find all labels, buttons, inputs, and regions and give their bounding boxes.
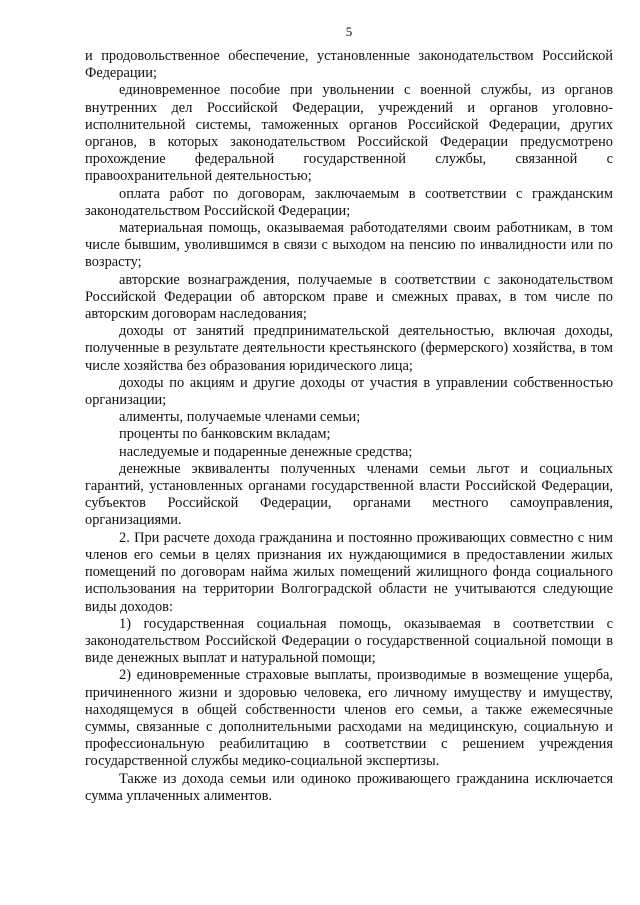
paragraph-7: доходы по акциям и другие доходы от участия в управлении собственностью организации; [85,374,613,409]
document-body [85,48,613,805]
paragraph-8: алименты, получаемые членами семьи; [119,409,361,426]
paragraph-14: 2) единовременные страховые выплаты, производимые в возмещение ущерба, причиненного жизни и здоровью человека, его личному имуществу и имуществу, находящемуся в общей собственности членов его семьи, а также ежемесячные суммы, связанные с дополнительными расходами на медицинскую, социальную и профессиональную реабилитацию в соответствии с решением учреждения государственной службы медико-социальной экспертизы. [85,667,613,770]
paragraph-5: авторские вознаграждения, получаемые в соответствии с законодательством Российской Федерации об авторском праве и смежных правах, в том числе по авторским договорам наследования; [85,271,613,323]
paragraph-2: единовременное пособие при увольнении с военной службы, из органов внутренних дел Российской Федерации, учреждений и органов уголовно-исполнительной системы, таможенных органов Российской Федерации, других органов, в которых законодательством Российской Федерации предусмотрено прохождение федеральной государственной службы, связанной с правоохранительной деятельностью; [85,82,613,185]
paragraph-11: денежные эквиваленты полученных членами семьи льгот и социальных гарантий, установленных органами государственной власти Российской Федерации, субъектов Российской Федерации, органами местного самоуправления, организациями. [85,460,613,529]
page-number: 5 [345,24,353,39]
paragraph-9: проценты по банковским вкладам; [119,426,331,443]
paragraph-10: наследуемые и подаренные денежные средства; [119,443,413,460]
paragraph-12: 2. При расчете дохода гражданина и постоянно проживающих совместно с ним членов его семьи в целях признания их нуждающимися в предоставлении жилых помещений по договорам найма жилых помещений жилищного фонда социального использования на территории Волгоградской области не учитываются следующие виды доходов: [85,529,613,615]
paragraph-13: 1) государственная социальная помощь, оказываемая в соответствии с законодательством Российской Федерации о государственной социальной помощи в виде денежных выплат и натуральной помощи; [85,615,613,667]
paragraph-4: материальная помощь, оказываемая работодателями своим работникам, в том числе бывшим, уволившимся в связи с выходом на пенсию по инвалидности или по возрасту; [85,220,613,271]
paragraph-3: оплата работ по договорам, заключаемым в соответствии с гражданским законодательством Российской Федерации; [85,185,613,219]
paragraph-15: Также из дохода семьи или одиноко проживающего гражданина исключается сумма уплаченных алиментов. [85,770,613,804]
paragraph-1: и продовольственное обеспечение, установленные законодательством Российской Федерации; [85,48,613,82]
paragraph-6: доходы от занятий предпринимательской деятельностью, включая доходы, полученные в результате деятельности крестьянского (фермерского) хозяйства, в том числе хозяйства без образования юридического лица; [85,323,613,374]
